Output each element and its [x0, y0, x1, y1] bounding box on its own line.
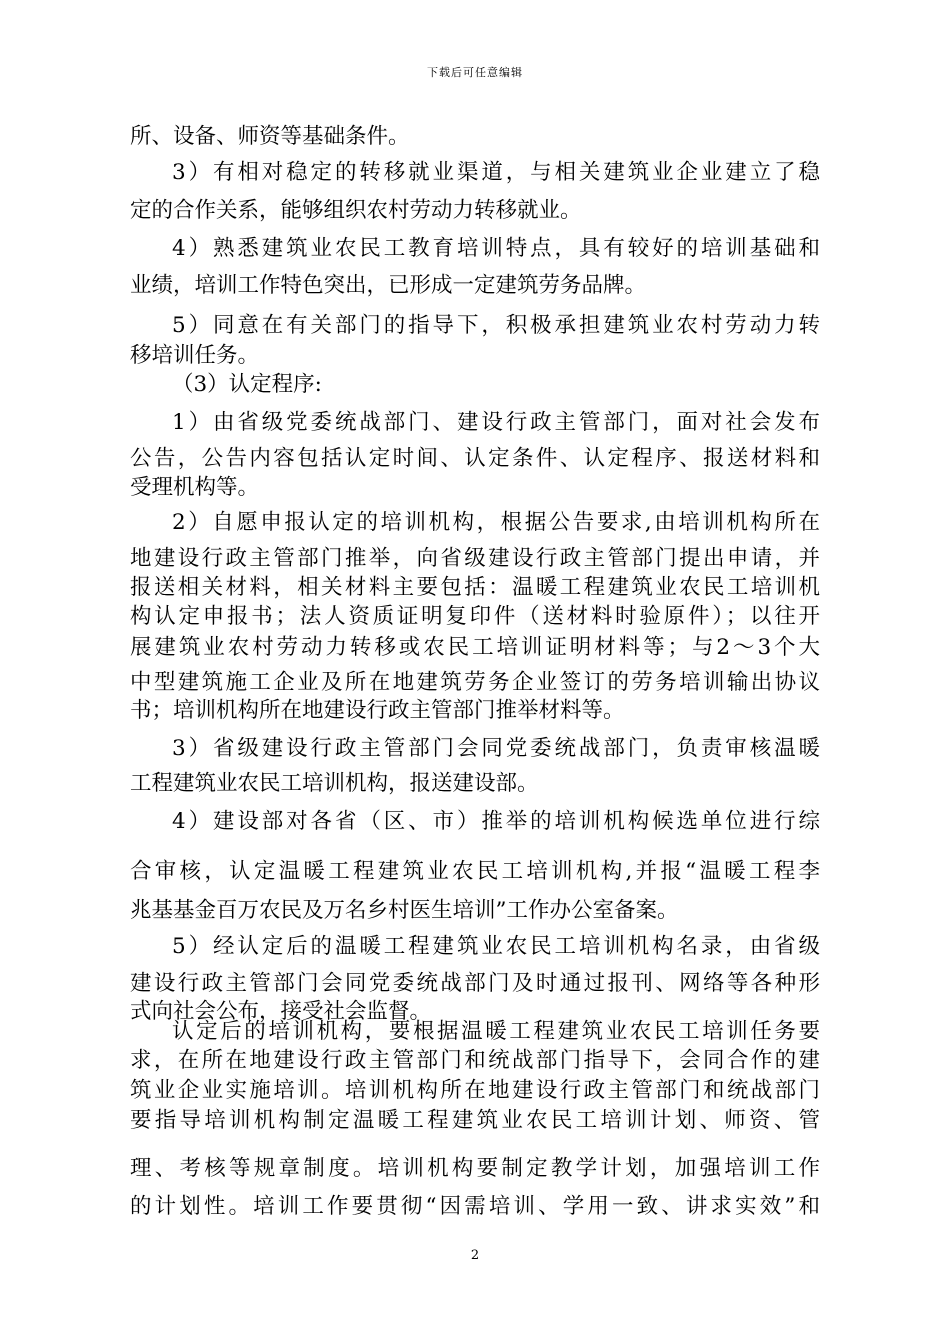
text-line: 的计划性。培训工作要贯彻“因需培训、学用一致、讲求实效”和 [130, 1194, 820, 1219]
header-note: 下载后可任意编辑 [427, 66, 523, 79]
text-line: 受理机构等。 [130, 475, 260, 500]
text-line: 4）建设部对各省（区、市）推举的培训机构候选单位进行综 [172, 809, 820, 834]
text-line: 合审核，认定温暖工程建筑业农民工培训机构,并报“温暖工程李 [130, 859, 820, 884]
text-line: 3）省级建设行政主管部门会同党委统战部门，负责审核温暖 [172, 736, 820, 761]
text-line: 3）有相对稳定的转移就业渠道，与相关建筑业企业建立了稳 [172, 160, 820, 185]
text-line: 兆基基金百万农民及万名乡村医生培训”工作办公室备案。 [130, 898, 679, 923]
text-line: 工程建筑业农民工培训机构，报送建设部。 [130, 771, 539, 796]
text-line: 5）经认定后的温暖工程建筑业农民工培训机构名录，由省级 [172, 934, 820, 959]
text-line: 建设行政主管部门会同党委统战部门及时通过报刊、网络等各种形 [130, 971, 820, 996]
text-line: 理、考核等规章制度。培训机构要制定教学计划，加强培训工作 [130, 1156, 820, 1181]
text-line: 所、设备、师资等基础条件。 [130, 124, 410, 149]
text-line: 筑业企业实施培训。培训机构所在地建设行政主管部门和统战部门 [130, 1078, 820, 1103]
page-number: 2 [470, 1248, 480, 1263]
text-line: 公告，公告内容包括认定时间、认定条件、认定程序、报送材料和 [130, 446, 820, 471]
text-line: 中型建筑施工企业及所在地建筑劳务企业签订的劳务培训输出协议 [130, 670, 820, 695]
text-line: 业绩，培训工作特色突出，已形成一定建筑劳务品牌。 [130, 273, 647, 298]
text-line: 定的合作关系，能够组织农村劳动力转移就业。 [130, 198, 582, 223]
text-line: 构认定申报书；法人资质证明复印件（送材料时验原件）；以往开 [130, 604, 820, 629]
text-line: 2）自愿申报认定的培训机构，根据公告要求,由培训机构所在 [172, 510, 820, 535]
text-line: 1）由省级党委统战部门、建设行政主管部门，面对社会发布 [172, 410, 820, 435]
text-line: 书；培训机构所在地建设行政主管部门推举材料等。 [130, 698, 625, 723]
text-line: 式向社会公布，接受社会监督。 [130, 999, 432, 1024]
section-heading: （3）认定程序: [172, 372, 322, 397]
text-line: 移培训任务。 [130, 343, 260, 368]
text-line: 要指导培训机构制定温暖工程建筑业农民工培训计划、师资、管 [130, 1108, 820, 1133]
text-line: 报送相关材料，相关材料主要包括：温暖工程建筑业农民工培训机 [130, 575, 820, 600]
text-line: 4）熟悉建筑业农民工教育培训特点，具有较好的培训基础和 [172, 236, 820, 261]
text-line: 地建设行政主管部门推举，向省级建设行政主管部门提出申请，并 [130, 546, 820, 571]
text-line: 5）同意在有关部门的指导下，积极承担建筑业农村劳动力转 [172, 313, 820, 338]
text-line: 求，在所在地建设行政主管部门和统战部门指导下，会同合作的建 [130, 1048, 820, 1073]
text-line: 认定后的培训机构，要根据温暖工程建筑业农民工培训任务要 [172, 1019, 820, 1044]
text-line: 展建筑业农村劳动力转移或农民工培训证明材料等；与2～3个大 [130, 635, 820, 660]
